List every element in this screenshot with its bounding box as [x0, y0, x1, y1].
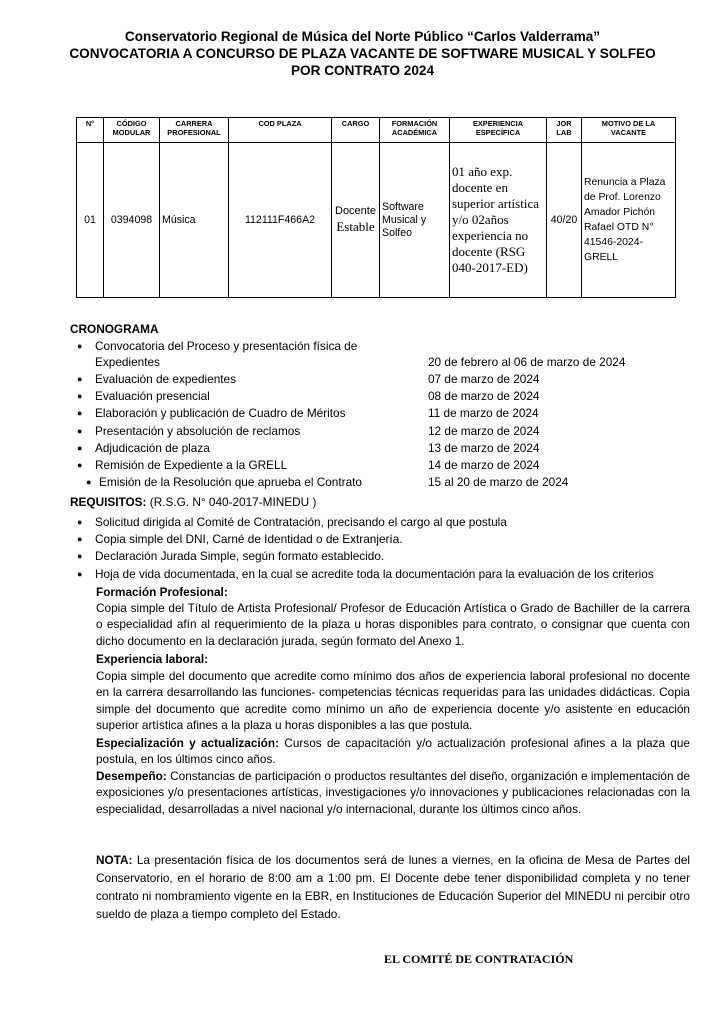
list-item [64, 338, 704, 371]
list-item [64, 423, 704, 440]
especializacion-title: Especialización y actualización: [96, 736, 280, 750]
table-row [77, 143, 676, 298]
bullet-icon: ● [77, 408, 83, 419]
activity-label: Evaluación de expedientes [95, 372, 237, 386]
table-header-row [77, 118, 676, 143]
requisitos-ref: (R.S.G. N° 040-2017-MINEDU ) [146, 495, 317, 509]
requirement-text: Declaración Jurada Simple, según formato establecido. [95, 549, 385, 564]
desempeno-title: Desempeño: [96, 769, 167, 783]
header-formacion: FORMACIÓN ACADÉMICA [380, 118, 450, 143]
activity-date: 07 de marzo de 2024 [428, 372, 540, 386]
especializacion-paragraph [96, 735, 690, 768]
cell-codigo: 0394098 [104, 143, 160, 298]
activity-label-cont: Expedientes [95, 355, 160, 369]
cell-jornada: 40/20 [547, 143, 582, 298]
cargo-line-2: Estable [336, 219, 375, 234]
especializacion-text: Cursos de capacitación y/o actualización profesional afines a la plaza que postula, en los últimos cinco años. [96, 736, 690, 767]
header-plaza: COD PLAZA [229, 118, 332, 143]
vacancy-table [76, 117, 676, 298]
list-item [64, 474, 704, 491]
cell-experiencia: 01 año exp. docente en superior artística y/o 02años experiencia no docente (RSG 040-2017-ED) [450, 143, 547, 298]
cell-plaza: 112111F466A2 [229, 143, 332, 298]
activity-date: 13 de marzo de 2024 [428, 440, 540, 455]
bullet-icon: ● [77, 442, 83, 453]
list-item [64, 531, 704, 548]
requisitos-title: REQUISITOS: [70, 495, 147, 509]
activity-label: Convocatoria del Proceso y presentación física de [95, 339, 358, 353]
committee-signature: EL COMITÉ DE CONTRATACIÓN [384, 952, 574, 966]
activity-date: 12 de marzo de 2024 [428, 423, 540, 438]
experiencia-text: Copia simple del documento que acredite como mínimo dos años de experiencia laboral profesional no docente en la carrera desarrollando las funciones- competencias técnicas requeridas para las unidades didácticas. Copia simple del documento que acredite como mínimo un año de experiencia docente y/o asistente en educación superior artística afines a la plaza u horas disponibles a las que postula. [96, 669, 690, 733]
activity-date: 14 de marzo de 2024 [428, 457, 540, 472]
list-item [64, 371, 704, 388]
nota-paragraph [96, 851, 690, 923]
nota-label: NOTA: [96, 853, 133, 867]
header-experiencia: EXPERIENCIA ESPECÍFICA [450, 118, 547, 143]
bullet-icon: ● [77, 459, 83, 470]
institution-title: Conservatorio Regional de Música del Norte Público “Carlos Valderrama” [124, 29, 601, 44]
header-jornada: JOR LAB [547, 118, 582, 143]
cell-carrera: Música [160, 143, 229, 298]
bullet-icon: ● [77, 374, 83, 384]
bullet-icon: ● [77, 517, 83, 527]
list-item [64, 514, 704, 531]
cargo-line-1: Docente [335, 205, 376, 217]
activity-label: Evaluación presencial [95, 389, 210, 404]
cell-motivo: Renuncia a Plaza de Prof. Lorenzo Amador Pichón Rafael OTD N° 41546-2024-GRELL [582, 143, 676, 298]
cell-n: 01 [77, 143, 104, 298]
formacion-text: Copia simple del Título de Artista Profesional/ Profesor de Educación Artística o Grado de Bachiller de la carrera o especialidad afín al requerimiento de la plaza u horas disponibles para contrato, o consignar que cuenta con dicho documento en la declaración jurada, según formato del Anexo 1. [96, 601, 690, 648]
activity-date: 08 de marzo de 2024 [428, 389, 540, 404]
call-title: CONVOCATORIA A CONCURSO DE PLAZA VACANTE DE SOFTWARE MUSICAL Y SOLFEO [69, 46, 656, 61]
nota-text: La presentación física de los documentos será de lunes a viernes, en la oficina de Mesa de Partes del Conservatorio, en el horario de 8:00 am a 1:00 pm. El Docente debe tener disponibilidad completa y no tener contrato ni nombramiento vigente en la EBR, en Instituciones de Educación Superior del MINEDU ni percibir otro sueldo de plaza a tiempo completo del Estado. [96, 853, 690, 921]
cronograma-list [64, 338, 704, 491]
activity-label: Adjudicación de plaza [95, 440, 210, 455]
bullet-icon: ● [77, 568, 83, 579]
activity-label: Elaboración y publicación de Cuadro de Méritos [95, 406, 346, 421]
list-item [64, 405, 704, 422]
bullet-icon: ● [77, 534, 83, 545]
bullet-icon: ● [77, 551, 83, 562]
activity-label: Presentación y absolución de reclamos [95, 423, 301, 438]
requirement-text: Copia simple del DNI, Carné de Identidad o de Extranjería. [95, 532, 403, 547]
call-subtitle: POR CONTRATO 2024 [290, 63, 435, 78]
activity-date: 11 de marzo de 2024 [428, 406, 539, 421]
activity-label: Emisión de la Resolución que aprueba el Contrato [99, 475, 362, 490]
requisitos-list [64, 514, 704, 583]
requisitos-heading [70, 494, 316, 510]
header-codigo: CÓDIGO MODULAR [104, 118, 160, 143]
cell-formacion: Software Musical y Solfeo [380, 143, 450, 298]
bullet-icon: ● [77, 341, 83, 351]
header-motivo: MOTIVO DE LA VACANTE [582, 118, 676, 143]
header-cargo: CARGO [332, 118, 380, 143]
list-item [64, 566, 704, 583]
header-n: N° [77, 118, 104, 143]
desempeno-paragraph [96, 768, 690, 817]
header-carrera: CARRERA PROFESIONAL [160, 118, 229, 143]
activity-date: 20 de febrero al 06 de marzo de 2024 [428, 355, 626, 369]
bullet-icon: ● [77, 425, 83, 436]
bullet-icon: ● [77, 391, 83, 402]
list-item [64, 388, 704, 405]
desempeno-text: Constancias de participación o productos resultantes del diseño, organización e implementación de exposiciones y/o presentaciones artísticas, investigaciones y/o innovaciones y publicaciones relacionadas con la especialidad, desarrolladas a nivel nacional y/o internacional, durante los últimos cinco años. [96, 769, 690, 816]
bullet-icon: ● [86, 477, 92, 488]
activity-label: Remisión de Expediente a la GRELL [95, 457, 288, 472]
experiencia-title: Experiencia laboral: [96, 652, 209, 666]
activity-date: 15 al 20 de marzo de 2024 [428, 475, 569, 490]
list-item [64, 457, 704, 474]
formacion-title: Formación Profesional: [96, 585, 228, 599]
cell-cargo [332, 143, 380, 298]
requirement-text: Solicitud dirigida al Comité de Contratación, precisando el cargo al que postula [95, 515, 507, 529]
cronograma-title: CRONOGRAMA [70, 322, 159, 336]
list-item [64, 440, 704, 457]
list-item [64, 548, 704, 565]
requirement-text: Hoja de vida documentada, en la cual se acredite toda la documentación para la evaluación de los criterios [95, 566, 654, 581]
